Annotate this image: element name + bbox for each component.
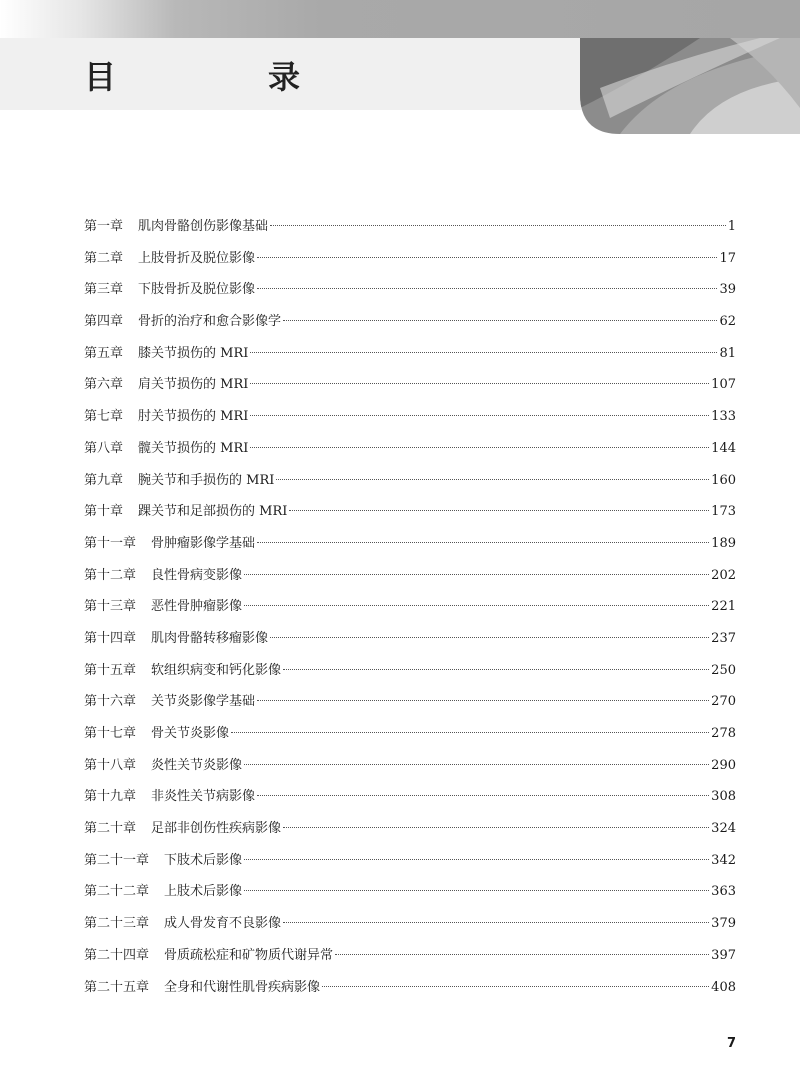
toc-chapter-label: 第一章 [84,219,124,234]
toc-entry[interactable] [84,876,736,908]
toc-dot-leader [244,764,709,765]
toc-chapter-title: 上肢骨折及脱位影像 [138,250,256,266]
toc-page-number: 324 [711,821,736,837]
toc-chapter-label: 第十九章 [84,789,137,805]
toc-chapter-title: 炎性关节炎影像 [151,757,243,773]
toc-page-number: 1 [727,219,736,234]
toc-chapter-label: 第二十章 [84,821,137,837]
toc-dot-leader [244,890,709,891]
toc-dot-leader [257,795,709,796]
toc-chapter-label: 第十八章 [84,757,137,773]
toc-chapter-label: 第十三章 [84,599,137,615]
toc-entry[interactable] [84,560,736,592]
toc-chapter-label: 第三章 [84,282,124,298]
toc-entry[interactable] [84,686,736,718]
toc-chapter-title: 腕关节和手损伤的 MRI [138,472,275,488]
toc-chapter-label: 第六章 [84,377,124,393]
toc-entry[interactable] [84,433,736,465]
toc-chapter-label: 第二十一章 [84,852,150,868]
toc-dot-leader [335,954,709,955]
table-of-contents [84,211,736,1003]
toc-page-number: 397 [711,947,736,963]
toc-entry[interactable] [84,369,736,401]
toc-page-number: 144 [711,440,736,456]
toc-chapter-label: 第十四章 [84,630,137,646]
toc-entry[interactable] [84,591,736,623]
toc-entry[interactable] [84,908,736,940]
toc-dot-leader [244,859,709,860]
toc-chapter-title: 肌肉骨骼创伤影像基础 [138,219,269,234]
toc-page-number: 379 [711,916,736,932]
toc-chapter-title: 下肢骨折及脱位影像 [138,282,256,298]
toc-dot-leader [244,574,709,575]
toc-page-number: 342 [711,852,736,868]
toc-chapter-label: 第八章 [84,440,124,456]
toc-dot-leader [257,288,717,289]
toc-dot-leader [283,827,709,828]
toc-chapter-title: 恶性骨肿瘤影像 [151,599,243,615]
toc-chapter-label: 第七章 [84,409,124,425]
toc-entry[interactable] [84,845,736,877]
toc-page-number: 363 [711,884,736,900]
toc-chapter-label: 第十二章 [84,567,137,583]
toc-page-number: 107 [711,377,736,393]
toc-entry[interactable] [84,750,736,782]
toc-chapter-label: 第十七章 [84,726,137,741]
toc-dot-leader [257,257,717,258]
toc-chapter-label: 第十一章 [84,535,137,551]
toc-page-number: 408 [711,979,736,995]
toc-chapter-title: 非炎性关节病影像 [151,789,256,805]
toc-chapter-title: 膝关节损伤的 MRI [138,345,249,361]
toc-entry[interactable] [84,401,736,433]
toc-chapter-label: 第十章 [84,504,124,520]
toc-entry[interactable] [84,781,736,813]
toc-entry[interactable] [84,813,736,845]
toc-dot-leader [250,415,709,416]
toc-dot-leader [250,383,709,384]
toc-entry[interactable] [84,623,736,655]
toc-entry[interactable] [84,718,736,750]
toc-chapter-label: 第二十三章 [84,916,150,932]
toc-entry[interactable] [84,465,736,497]
page-number: 7 [726,1036,736,1051]
toc-page-number: 221 [711,599,736,615]
toc-chapter-title: 上肢术后影像 [164,884,243,900]
toc-chapter-title: 骨质疏松症和矿物质代谢异常 [164,947,334,963]
toc-chapter-title: 下肢术后影像 [164,852,243,868]
toc-page-number: 62 [719,314,736,330]
toc-chapter-title: 全身和代谢性肌骨疾病影像 [164,979,321,995]
toc-entry[interactable] [84,972,736,1004]
toc-chapter-title: 踝关节和足部损伤的 MRI [138,504,288,520]
toc-page-number: 202 [711,567,736,583]
toc-page-number: 189 [711,535,736,551]
toc-page-number: 250 [711,662,736,678]
toc-dot-leader [250,447,709,448]
toc-dot-leader [283,320,717,321]
decorative-corner-graphic [580,38,800,134]
toc-dot-leader [276,479,709,480]
toc-page-number: 278 [711,726,736,741]
toc-chapter-title: 骨关节炎影像 [151,726,230,741]
toc-entry[interactable] [84,306,736,338]
toc-page-number: 308 [711,789,736,805]
toc-dot-leader [270,637,709,638]
toc-entry[interactable] [84,211,736,243]
page-title: 目 录 [84,58,361,96]
toc-chapter-label: 第九章 [84,472,124,488]
toc-entry[interactable] [84,496,736,528]
toc-dot-leader [289,510,709,511]
toc-chapter-title: 骨折的治疗和愈合影像学 [138,314,282,330]
toc-page-number: 270 [711,694,736,710]
toc-entry[interactable] [84,528,736,560]
toc-chapter-label: 第二章 [84,250,124,266]
toc-chapter-label: 第十六章 [84,694,137,710]
toc-entry[interactable] [84,655,736,687]
header-gradient-bar [0,0,800,38]
toc-chapter-label: 第二十四章 [84,947,150,963]
toc-page-number: 237 [711,630,736,646]
toc-page-number: 133 [711,409,736,425]
toc-chapter-title: 关节炎影像学基础 [151,694,256,710]
toc-chapter-label: 第四章 [84,314,124,330]
toc-chapter-title: 成人骨发育不良影像 [164,916,282,932]
toc-dot-leader [250,352,717,353]
toc-chapter-title: 足部非创伤性疾病影像 [151,821,282,837]
toc-page-number: 17 [719,250,736,266]
toc-entry[interactable] [84,274,736,306]
toc-page-number: 290 [711,757,736,773]
toc-entry[interactable] [84,338,736,370]
toc-chapter-title: 骨肿瘤影像学基础 [151,535,256,551]
toc-page-number: 39 [719,282,736,298]
toc-page-number: 160 [711,472,736,488]
toc-chapter-label: 第二十二章 [84,884,150,900]
toc-chapter-title: 良性骨病变影像 [151,567,243,583]
toc-dot-leader [322,986,709,987]
toc-chapter-title: 肩关节损伤的 MRI [138,377,249,393]
toc-entry[interactable] [84,940,736,972]
toc-dot-leader [270,225,726,226]
toc-dot-leader [257,542,709,543]
toc-dot-leader [244,605,709,606]
toc-chapter-title: 肌肉骨骼转移瘤影像 [151,630,269,646]
toc-chapter-label: 第五章 [84,345,124,361]
toc-dot-leader [283,922,709,923]
toc-page-number: 81 [719,345,736,361]
toc-chapter-label: 第十五章 [84,662,137,678]
toc-chapter-title: 髋关节损伤的 MRI [138,440,249,456]
toc-dot-leader [283,669,709,670]
toc-dot-leader [231,732,709,733]
toc-dot-leader [257,700,709,701]
toc-chapter-label: 第二十五章 [84,979,150,995]
toc-chapter-title: 软组织病变和钙化影像 [151,662,282,678]
toc-entry[interactable] [84,243,736,275]
toc-page-number: 173 [711,504,736,520]
toc-chapter-title: 肘关节损伤的 MRI [138,409,249,425]
